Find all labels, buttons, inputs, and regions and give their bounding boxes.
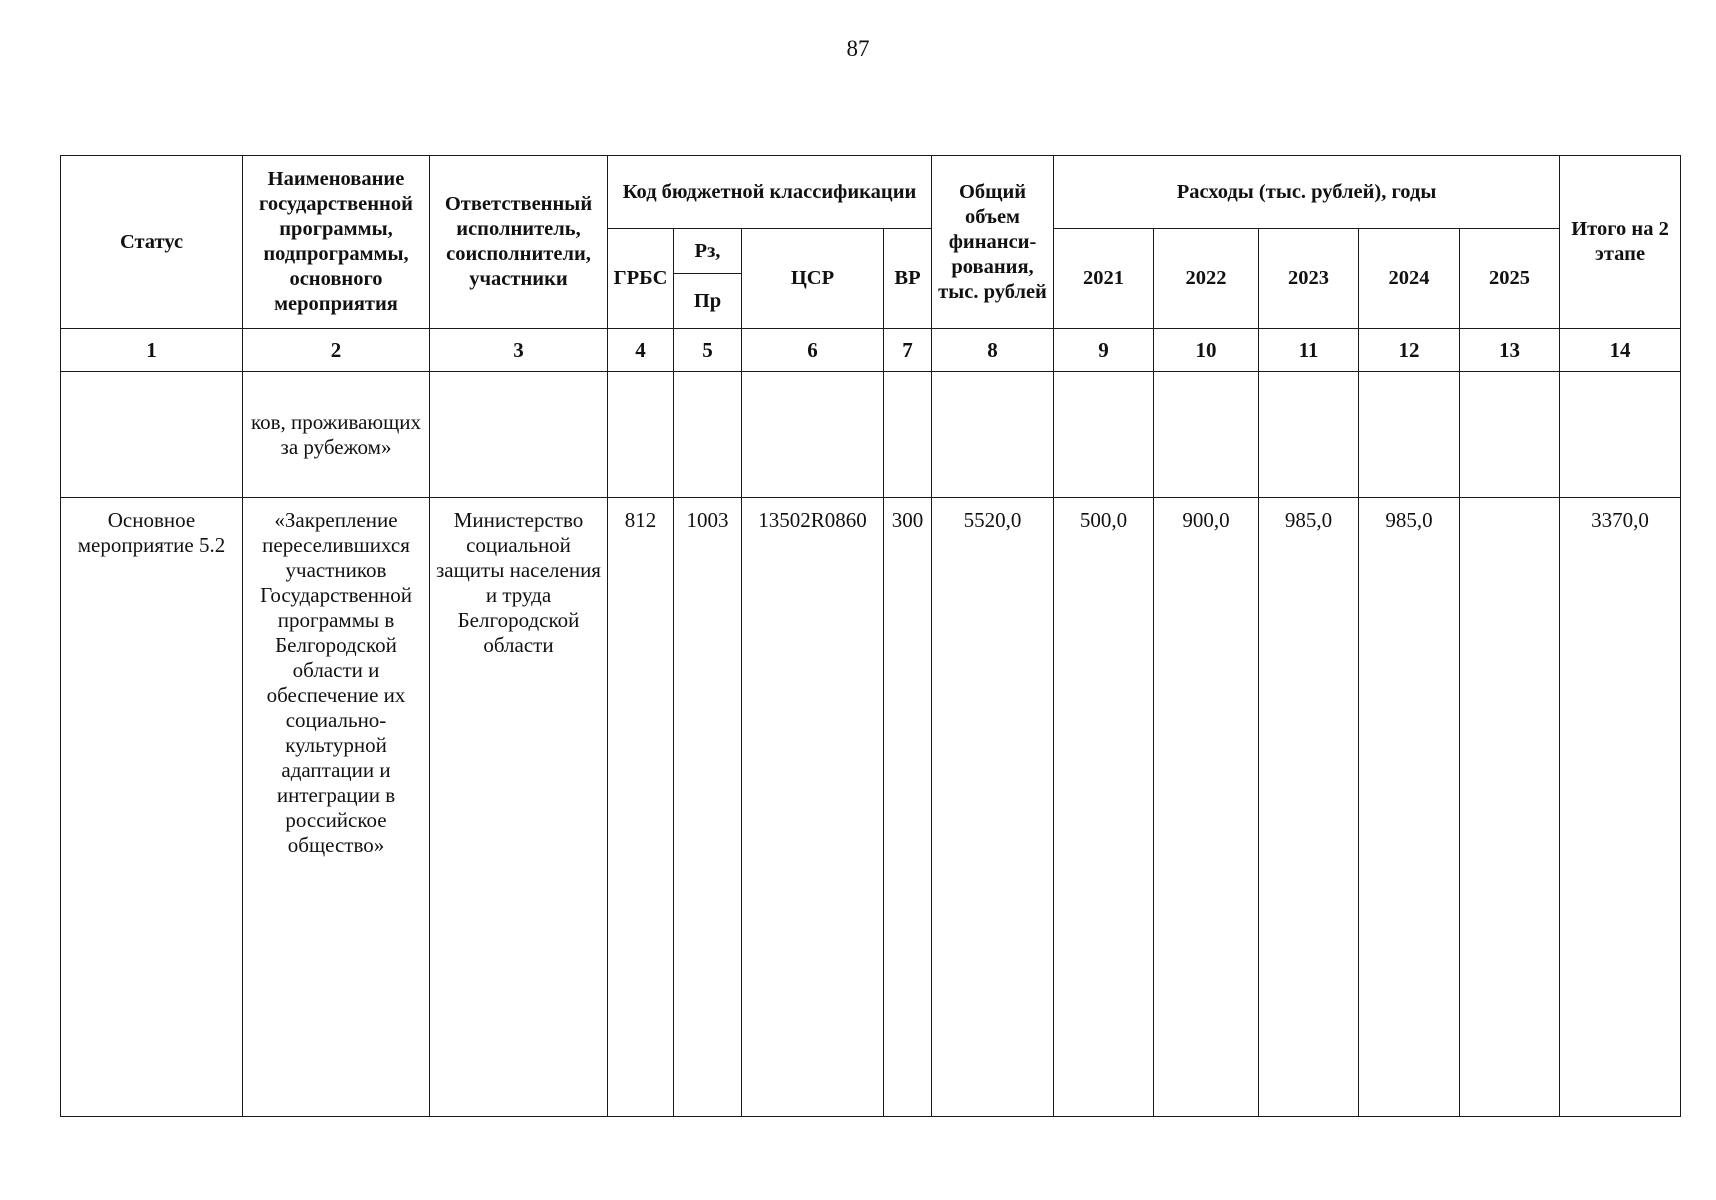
table-row	[61, 498, 1681, 1117]
header-csr: ЦСР	[742, 229, 884, 329]
column-number: 12	[1359, 329, 1460, 372]
column-number: 4	[608, 329, 674, 372]
column-number: 14	[1560, 329, 1681, 372]
column-number: 11	[1259, 329, 1359, 372]
column-number-row	[61, 329, 1681, 372]
header-year-2022: 2022	[1154, 229, 1259, 329]
cell-empty	[884, 372, 932, 498]
cell-rz-pr: 1003	[674, 498, 742, 1117]
cell-grbs: 812	[608, 498, 674, 1117]
header-program-name: Наименование государственной программы, подпрограммы, основного мероприятия	[243, 156, 430, 329]
cell-program-name: «Закрепление переселившихся участников Государственной программы в Белгородской области и обеспечение их социально-культурной адаптации и интеграции в российское общество»	[243, 498, 430, 1117]
column-number: 13	[1460, 329, 1560, 372]
header-budget-code: Код бюджетной классификации	[608, 156, 932, 229]
cell-csr: 13502R0860	[742, 498, 884, 1117]
column-number: 3	[430, 329, 608, 372]
column-number: 1	[61, 329, 243, 372]
header-year-2023: 2023	[1259, 229, 1359, 329]
column-number: 7	[884, 329, 932, 372]
page-number: 87	[846, 36, 870, 61]
column-number: 10	[1154, 329, 1259, 372]
cell-year-2023: 985,0	[1259, 498, 1359, 1117]
cell-year-2022: 900,0	[1154, 498, 1259, 1117]
header-year-2025: 2025	[1460, 229, 1560, 329]
header-rz: Рз,	[674, 229, 742, 274]
header-expenses: Расходы (тыс. рублей), годы	[1054, 156, 1560, 229]
header-grbs: ГРБС	[608, 229, 674, 329]
budget-table	[60, 155, 1681, 1117]
header-year-2021: 2021	[1054, 229, 1154, 329]
column-number: 6	[742, 329, 884, 372]
cell-empty	[1359, 372, 1460, 498]
column-number: 8	[932, 329, 1054, 372]
header-stage-total: Итого на 2 этапе	[1560, 156, 1681, 329]
cell-empty	[1054, 372, 1154, 498]
continuation-program-name: ков, проживающих за рубежом»	[243, 372, 430, 498]
cell-stage-total: 3370,0	[1560, 498, 1681, 1117]
cell-year-2024: 985,0	[1359, 498, 1460, 1117]
cell-empty	[608, 372, 674, 498]
header-year-2024: 2024	[1359, 229, 1460, 329]
cell-year-2025	[1460, 498, 1560, 1117]
header-total-volume: Общий объем финанси-рования, тыс. рублей	[932, 156, 1054, 329]
cell-vr: 300	[884, 498, 932, 1117]
cell-empty	[430, 372, 608, 498]
continuation-row	[61, 372, 1681, 498]
cell-status: Основное мероприятие 5.2	[61, 498, 243, 1117]
cell-executor: Министерство социальной защиты населения и труда Белгородской области	[430, 498, 608, 1117]
header-vr: ВР	[884, 229, 932, 329]
cell-empty	[1154, 372, 1259, 498]
cell-empty	[61, 372, 243, 498]
cell-empty	[1460, 372, 1560, 498]
column-number: 5	[674, 329, 742, 372]
header-pr: Пр	[674, 274, 742, 329]
cell-empty	[674, 372, 742, 498]
column-number: 9	[1054, 329, 1154, 372]
cell-empty	[1259, 372, 1359, 498]
cell-empty	[1560, 372, 1681, 498]
cell-year-2021: 500,0	[1054, 498, 1154, 1117]
header-status: Статус	[61, 156, 243, 329]
column-number: 2	[243, 329, 430, 372]
cell-empty	[742, 372, 884, 498]
cell-total: 5520,0	[932, 498, 1054, 1117]
header-executor: Ответственный исполнитель, соисполнители, участники	[430, 156, 608, 329]
header-row	[61, 156, 1681, 229]
cell-empty	[932, 372, 1054, 498]
